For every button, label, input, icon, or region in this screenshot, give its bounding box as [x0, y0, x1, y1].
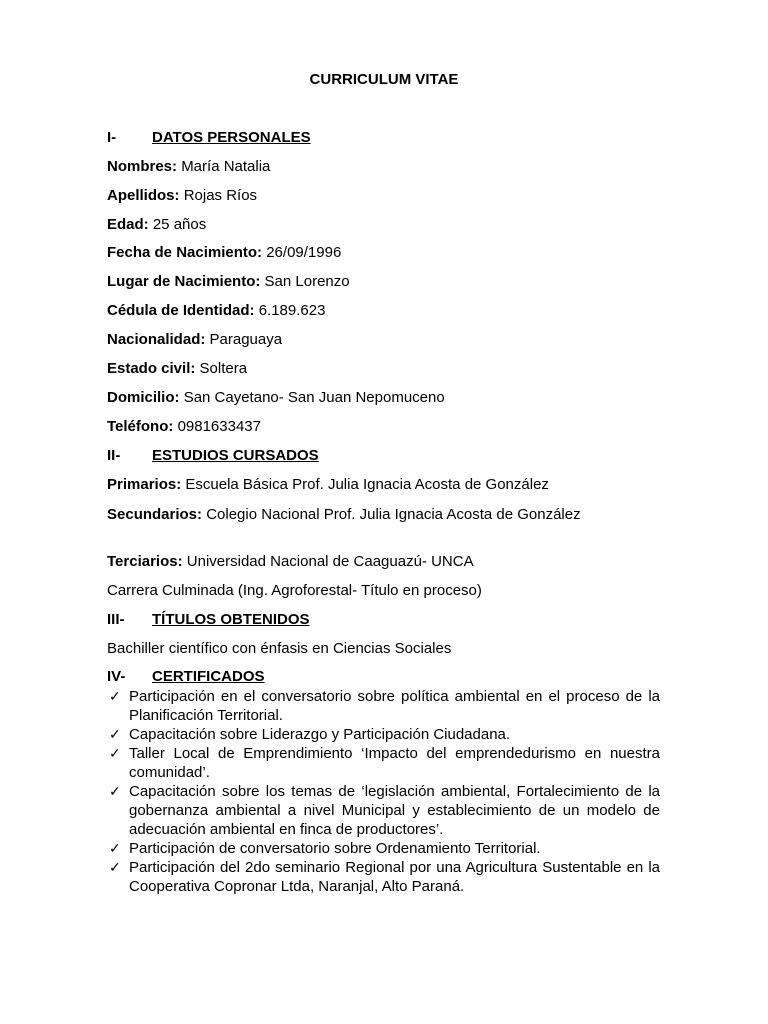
field-edad	[107, 216, 660, 234]
section-number: III-	[107, 611, 125, 628]
field-value: María Natalia	[181, 158, 271, 175]
field-value: Soltera	[199, 360, 248, 377]
field-label: Fecha de Nacimiento:	[107, 244, 263, 261]
certificate-text: Capacitación sobre Liderazgo y Participación Ciudadana.	[129, 726, 511, 743]
field-value: San Lorenzo	[264, 273, 350, 290]
section-title: CERTIFICADOS	[152, 668, 265, 685]
section-number: II-	[107, 447, 121, 464]
field-label: Primarios:	[107, 476, 182, 493]
field-value: Paraguaya	[209, 331, 283, 348]
study-carrera: Carrera Culminada (Ing. Agroforestal- Título en proceso)	[107, 582, 482, 599]
title-item: Bachiller científico con énfasis en Ciencias Sociales	[107, 640, 452, 657]
certificates-list	[107, 687, 660, 896]
field-apellidos	[107, 187, 660, 205]
field-label: Secundarios:	[107, 506, 203, 523]
list-item	[107, 725, 660, 744]
field-label: Domicilio:	[107, 389, 180, 406]
section-heading-certs	[107, 668, 660, 686]
section-number: I-	[107, 129, 117, 146]
field-value: Colegio Nacional Prof. Julia Ignacia Acosta de González	[206, 506, 581, 523]
section-number: IV-	[107, 668, 126, 685]
check-icon: ✓	[109, 745, 121, 761]
section-heading-studies	[107, 447, 660, 465]
certificate-text: Taller Local de Emprendimiento ‘Impacto del emprendedurismo en nuestra comunidad’.	[129, 745, 660, 781]
list-item	[107, 744, 660, 782]
field-value: Rojas Ríos	[183, 187, 258, 204]
field-label: Lugar de Nacimiento:	[107, 273, 261, 290]
section-title: ESTUDIOS CURSADOS	[152, 447, 319, 464]
list-item	[107, 687, 660, 725]
section-title: DATOS PERSONALES	[152, 129, 311, 146]
check-icon: ✓	[109, 783, 121, 799]
field-domicilio	[107, 389, 660, 407]
check-icon: ✓	[109, 726, 121, 742]
check-icon: ✓	[109, 688, 121, 704]
field-cedula	[107, 302, 660, 320]
study-terciarios	[107, 553, 660, 571]
certificate-text: Participación del 2do seminario Regional por una Agricultura Sustentable en la Cooperativa Copronar Ltda, Naranjal, Alto Paraná.	[129, 859, 660, 895]
list-item	[107, 839, 660, 858]
document-title: CURRICULUM VITAE	[309, 71, 459, 88]
study-primarios	[107, 476, 660, 494]
check-icon: ✓	[109, 840, 121, 856]
field-label: Terciarios:	[107, 553, 183, 570]
study-secundarios	[107, 505, 660, 524]
field-value: 0981633437	[177, 418, 261, 435]
field-label: Edad:	[107, 216, 149, 233]
check-icon: ✓	[109, 859, 121, 875]
section-heading-titles	[107, 611, 660, 629]
field-value: San Cayetano- San Juan Nepomuceno	[183, 389, 445, 406]
field-value: 6.189.623	[258, 302, 326, 319]
field-nombres	[107, 158, 660, 176]
field-fecha-nacimiento	[107, 244, 660, 262]
field-value: 26/09/1996	[266, 244, 342, 261]
field-label: Nombres:	[107, 158, 178, 175]
field-telefono	[107, 418, 660, 436]
section-title: TÍTULOS OBTENIDOS	[152, 611, 310, 628]
list-item	[107, 858, 660, 896]
field-label: Apellidos:	[107, 187, 180, 204]
field-label: Cédula de Identidad:	[107, 302, 255, 319]
field-label: Estado civil:	[107, 360, 196, 377]
field-nacionalidad	[107, 331, 660, 349]
field-lugar-nacimiento	[107, 273, 660, 291]
field-value: Universidad Nacional de Caaguazú- UNCA	[186, 553, 474, 570]
list-item	[107, 782, 660, 839]
certificate-text: Capacitación sobre los temas de ‘legislación ambiental, Fortalecimiento de la gobernanza ambiental a nivel Municipal y establecimiento de un modelo de adecuación ambiental en finca de productores’.	[129, 783, 660, 838]
field-label: Teléfono:	[107, 418, 174, 435]
section-heading-personal	[107, 129, 660, 147]
certificate-text: Participación de conversatorio sobre Ordenamiento Territorial.	[129, 840, 541, 857]
field-value: Escuela Básica Prof. Julia Ignacia Acosta de González	[185, 476, 549, 493]
field-label: Nacionalidad:	[107, 331, 206, 348]
field-estado-civil	[107, 360, 660, 378]
certificate-text: Participación en el conversatorio sobre política ambiental en el proceso de la Planificación Territorial.	[129, 688, 660, 724]
field-value: 25 años	[152, 216, 207, 233]
